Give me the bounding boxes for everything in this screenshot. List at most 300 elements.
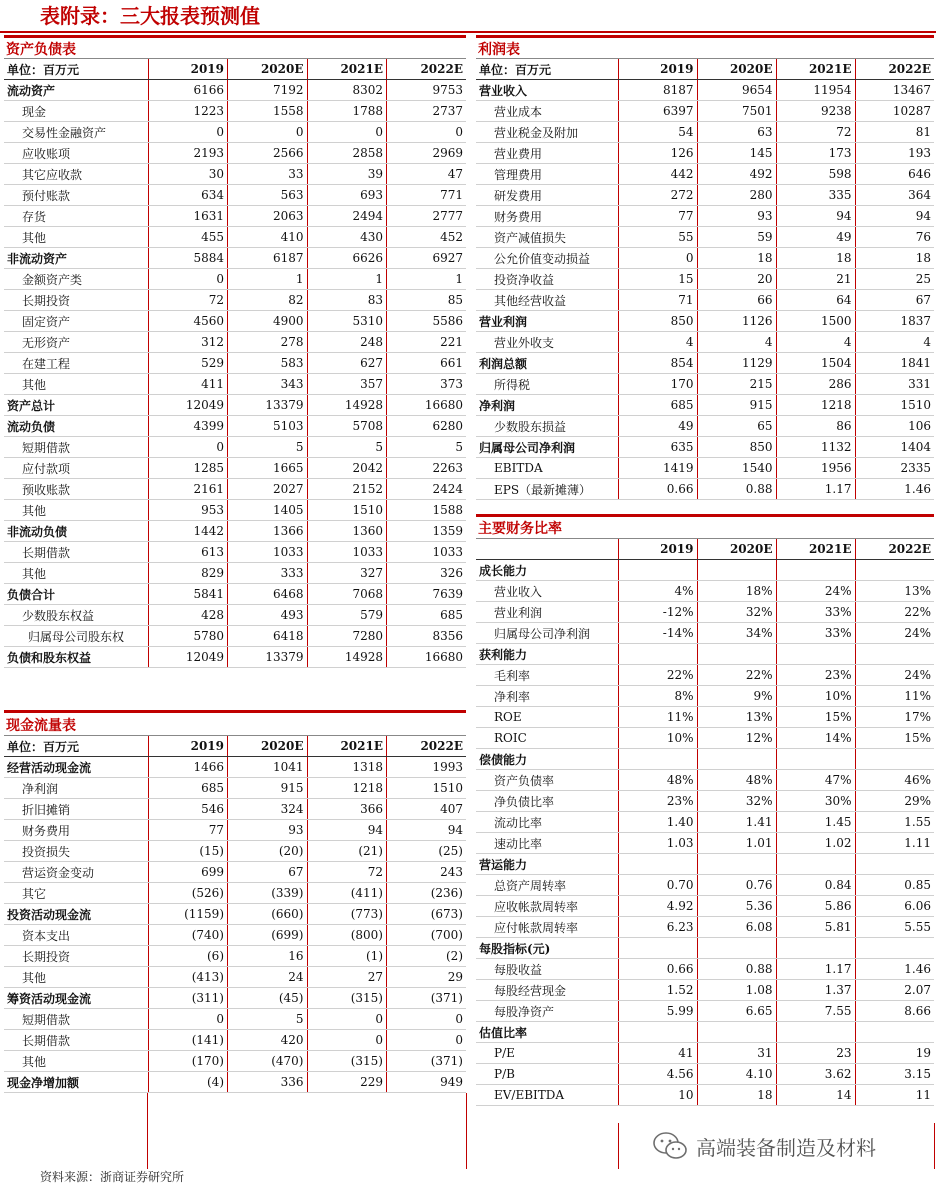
value-cell: 364 (855, 185, 934, 206)
value-cell (776, 644, 855, 665)
value-cell: (700) (387, 925, 467, 946)
value-cell: 1.55 (855, 812, 934, 833)
row-label: 金额资产类 (4, 269, 148, 290)
value-cell: 1366 (228, 521, 308, 542)
table-row (4, 437, 466, 458)
value-cell: 14 (776, 1085, 855, 1106)
value-cell: 1.37 (776, 980, 855, 1001)
row-label: 研发费用 (476, 185, 618, 206)
value-cell: 1.17 (776, 479, 855, 500)
row-label: 其他 (4, 563, 148, 584)
row-label: 折旧摊销 (4, 799, 148, 820)
row-label: 毛利率 (476, 665, 618, 686)
value-cell: 953 (148, 500, 228, 521)
value-cell (618, 854, 697, 875)
value-cell: 455 (148, 227, 228, 248)
table-row (4, 1030, 466, 1051)
value-cell: 16680 (387, 395, 467, 416)
value-cell: (699) (228, 925, 308, 946)
row-label: 无形资产 (4, 332, 148, 353)
row-label: 所得税 (476, 374, 618, 395)
value-cell: (315) (307, 988, 387, 1009)
row-label: 应收账项 (4, 143, 148, 164)
value-cell (618, 749, 697, 770)
value-cell (855, 854, 934, 875)
value-cell: 33% (776, 623, 855, 644)
year-header: 2020E (697, 539, 776, 560)
value-cell: 72 (307, 862, 387, 883)
value-cell: 94 (307, 820, 387, 841)
value-cell: 312 (148, 332, 228, 353)
value-cell: 77 (618, 206, 697, 227)
value-cell: (6) (148, 946, 228, 967)
table-row (476, 248, 934, 269)
table-row (476, 290, 934, 311)
value-cell (618, 938, 697, 959)
row-label: 长期借款 (4, 542, 148, 563)
row-label: 流动负债 (4, 416, 148, 437)
row-label: P/E (476, 1043, 618, 1064)
table-row (4, 416, 466, 437)
value-cell: 1841 (855, 353, 934, 374)
value-cell: 13379 (228, 395, 308, 416)
value-cell: 646 (855, 164, 934, 185)
value-cell: 5 (387, 437, 467, 458)
value-cell: (1) (307, 946, 387, 967)
value-cell: 2027 (228, 479, 308, 500)
unit-label: 单位：百万元 (476, 59, 618, 80)
value-cell: 229 (307, 1072, 387, 1093)
value-cell: 16680 (387, 647, 467, 668)
value-cell: 546 (148, 799, 228, 820)
value-cell: 1033 (307, 542, 387, 563)
value-cell: 5 (228, 437, 308, 458)
year-header: 2020E (228, 59, 308, 80)
table-row (476, 938, 934, 959)
value-cell: 428 (148, 605, 228, 626)
value-cell (618, 560, 697, 581)
unit-label: 单位：百万元 (4, 736, 148, 757)
value-cell: 248 (307, 332, 387, 353)
value-cell: 1.17 (776, 959, 855, 980)
row-label: 筹资活动现金流 (4, 988, 148, 1009)
value-cell: 5 (307, 437, 387, 458)
row-label: 应收帐款周转率 (476, 896, 618, 917)
value-cell: 529 (148, 353, 228, 374)
value-cell: 173 (776, 143, 855, 164)
row-label: 利润总额 (476, 353, 618, 374)
value-cell (855, 749, 934, 770)
value-cell: 145 (697, 143, 776, 164)
value-cell: 0.70 (618, 875, 697, 896)
value-cell: 72 (148, 290, 228, 311)
value-cell: 1442 (148, 521, 228, 542)
value-cell: 64 (776, 290, 855, 311)
value-cell (697, 1022, 776, 1043)
value-cell (855, 1022, 934, 1043)
row-label: 经营活动现金流 (4, 757, 148, 778)
unit-label (476, 539, 618, 560)
value-cell: 29% (855, 791, 934, 812)
balance-sheet-title: 资产负债表 (6, 42, 76, 58)
year-header: 2021E (307, 736, 387, 757)
value-cell: 0.66 (618, 959, 697, 980)
value-cell: 1510 (855, 395, 934, 416)
value-cell: 76 (855, 227, 934, 248)
value-cell: 1318 (307, 757, 387, 778)
value-cell: 5103 (228, 416, 308, 437)
value-cell: 5841 (148, 584, 228, 605)
value-cell: 6187 (228, 248, 308, 269)
page-title: 表附录：三大报表预测值 (40, 4, 260, 28)
value-cell: 6280 (387, 416, 467, 437)
value-cell: 10287 (855, 101, 934, 122)
value-cell: 39 (307, 164, 387, 185)
value-cell: 5780 (148, 626, 228, 647)
table-row (476, 101, 934, 122)
watermark (652, 1128, 876, 1164)
table-row (476, 560, 934, 581)
value-cell: 7068 (307, 584, 387, 605)
row-label: 投资净收益 (476, 269, 618, 290)
table-row (476, 227, 934, 248)
value-cell: 430 (307, 227, 387, 248)
value-cell: 1788 (307, 101, 387, 122)
balance-sheet-table (4, 58, 466, 668)
row-label: 营业税金及附加 (476, 122, 618, 143)
table-row (476, 122, 934, 143)
row-label: 负债合计 (4, 584, 148, 605)
row-label: 现金净增加额 (4, 1072, 148, 1093)
value-cell (855, 644, 934, 665)
value-cell: 2969 (387, 143, 467, 164)
value-cell: 1665 (228, 458, 308, 479)
value-cell: 13379 (228, 647, 308, 668)
value-cell: 2.07 (855, 980, 934, 1001)
value-cell: 1.41 (697, 812, 776, 833)
year-header: 2022E (387, 59, 467, 80)
row-label: 管理费用 (476, 164, 618, 185)
value-cell (776, 749, 855, 770)
value-cell: 2777 (387, 206, 467, 227)
table-row (4, 988, 466, 1009)
value-cell: 24 (228, 967, 308, 988)
table-row (476, 959, 934, 980)
value-cell: (170) (148, 1051, 228, 1072)
value-cell (697, 749, 776, 770)
row-label: 财务费用 (476, 206, 618, 227)
table-row (476, 770, 934, 791)
value-cell: 357 (307, 374, 387, 395)
value-cell: 93 (228, 820, 308, 841)
value-cell: 4% (618, 581, 697, 602)
value-cell (776, 1022, 855, 1043)
row-label: 每股指标(元) (476, 938, 618, 959)
value-cell: 579 (307, 605, 387, 626)
row-label: 长期投资 (4, 290, 148, 311)
value-cell: 1466 (148, 757, 228, 778)
value-cell: 8% (618, 686, 697, 707)
income-statement-top-bar (476, 35, 934, 38)
year-header: 2019 (148, 736, 228, 757)
table-row (4, 185, 466, 206)
value-cell: 336 (228, 1072, 308, 1093)
table-row (4, 778, 466, 799)
row-label: 其他 (4, 500, 148, 521)
value-cell: 343 (228, 374, 308, 395)
table-header-row (476, 59, 934, 80)
value-cell: 4399 (148, 416, 228, 437)
value-cell: 324 (228, 799, 308, 820)
value-cell: 30 (148, 164, 228, 185)
table-row (476, 80, 934, 101)
value-cell: 10 (618, 1085, 697, 1106)
table-row (476, 332, 934, 353)
value-cell: 22% (855, 602, 934, 623)
row-label: 资本支出 (4, 925, 148, 946)
value-cell: 6927 (387, 248, 467, 269)
table-row (476, 854, 934, 875)
table-row (476, 269, 934, 290)
value-cell: 411 (148, 374, 228, 395)
value-cell: 2152 (307, 479, 387, 500)
table-row (476, 980, 934, 1001)
table-row (476, 896, 934, 917)
value-cell: 33% (776, 602, 855, 623)
table-row (476, 686, 934, 707)
value-cell: 661 (387, 353, 467, 374)
value-cell: 25 (855, 269, 934, 290)
value-cell: 1 (387, 269, 467, 290)
value-cell: 27 (307, 967, 387, 988)
value-cell: 2161 (148, 479, 228, 500)
value-cell: 5586 (387, 311, 467, 332)
value-cell: 0.85 (855, 875, 934, 896)
value-cell: 0 (228, 122, 308, 143)
value-cell: 278 (228, 332, 308, 353)
value-cell: 0 (307, 1009, 387, 1030)
value-cell: 492 (697, 164, 776, 185)
value-cell: 1837 (855, 311, 934, 332)
value-cell: 7192 (228, 80, 308, 101)
year-header: 2021E (776, 539, 855, 560)
table-row (476, 623, 934, 644)
value-cell: 452 (387, 227, 467, 248)
value-cell: (526) (148, 883, 228, 904)
table-row (476, 665, 934, 686)
value-cell: 1.46 (855, 479, 934, 500)
value-cell: (45) (228, 988, 308, 1009)
table-row (4, 164, 466, 185)
year-header: 2022E (855, 59, 934, 80)
value-cell: 0.84 (776, 875, 855, 896)
value-cell: 1.45 (776, 812, 855, 833)
row-label: EV/EBITDA (476, 1085, 618, 1106)
row-label: 非流动负债 (4, 521, 148, 542)
value-cell: 47 (387, 164, 467, 185)
value-cell: 126 (618, 143, 697, 164)
value-cell: 1510 (387, 778, 467, 799)
value-cell: 10% (776, 686, 855, 707)
value-cell: (673) (387, 904, 467, 925)
table-row (476, 1064, 934, 1085)
value-cell: 18% (697, 581, 776, 602)
row-label: 营业成本 (476, 101, 618, 122)
value-cell: 583 (228, 353, 308, 374)
row-label: 归属母公司净利润 (476, 437, 618, 458)
row-label: 净利率 (476, 686, 618, 707)
value-cell: 14928 (307, 395, 387, 416)
value-cell: 8356 (387, 626, 467, 647)
table-row (476, 458, 934, 479)
value-cell: 1.01 (697, 833, 776, 854)
table-row (4, 862, 466, 883)
value-cell: 4560 (148, 311, 228, 332)
row-label: 现金 (4, 101, 148, 122)
value-cell: 563 (228, 185, 308, 206)
table-row (4, 290, 466, 311)
value-cell: 12049 (148, 395, 228, 416)
value-cell: 29 (387, 967, 467, 988)
value-cell: 21 (776, 269, 855, 290)
value-cell: 22% (697, 665, 776, 686)
value-cell: 1631 (148, 206, 228, 227)
year-header: 2022E (387, 736, 467, 757)
ratios-table (476, 538, 934, 1106)
row-label: ROE (476, 707, 618, 728)
value-cell: 15% (855, 728, 934, 749)
value-cell (697, 938, 776, 959)
value-cell: 18 (697, 1085, 776, 1106)
table-row (4, 353, 466, 374)
value-cell: 1285 (148, 458, 228, 479)
value-cell: 410 (228, 227, 308, 248)
value-cell: 30% (776, 791, 855, 812)
value-cell (697, 644, 776, 665)
value-cell: 635 (618, 437, 697, 458)
value-cell: (413) (148, 967, 228, 988)
value-cell: 1 (307, 269, 387, 290)
row-label: 营业费用 (476, 143, 618, 164)
table-row (4, 841, 466, 862)
ratios-top-bar (476, 514, 934, 517)
table-row (4, 946, 466, 967)
value-cell: 6.23 (618, 917, 697, 938)
value-cell: 5.81 (776, 917, 855, 938)
value-cell: 5310 (307, 311, 387, 332)
value-cell: 24% (855, 623, 934, 644)
value-cell: 19 (855, 1043, 934, 1064)
table-row (4, 626, 466, 647)
value-cell: 55 (618, 227, 697, 248)
value-cell: 0 (307, 1030, 387, 1051)
row-label: 营运资金变动 (4, 862, 148, 883)
table-row (4, 820, 466, 841)
value-cell: (1159) (148, 904, 228, 925)
ratios-title: 主要财务比率 (478, 521, 562, 537)
value-cell: 5.86 (776, 896, 855, 917)
row-label: 每股经营现金 (476, 980, 618, 1001)
value-cell (776, 560, 855, 581)
value-cell: 4 (618, 332, 697, 353)
value-cell: 15 (618, 269, 697, 290)
row-label: 负债和股东权益 (4, 647, 148, 668)
value-cell (855, 938, 934, 959)
row-label: 其他经营收益 (476, 290, 618, 311)
value-cell: 4.56 (618, 1064, 697, 1085)
value-cell: 9753 (387, 80, 467, 101)
value-cell: 6397 (618, 101, 697, 122)
table-row (476, 143, 934, 164)
table-row (4, 883, 466, 904)
value-cell: 1588 (387, 500, 467, 521)
value-cell: 13% (855, 581, 934, 602)
value-cell: 2737 (387, 101, 467, 122)
value-cell: 1993 (387, 757, 467, 778)
value-cell: 407 (387, 799, 467, 820)
row-label: 财务费用 (4, 820, 148, 841)
value-cell: 77 (148, 820, 228, 841)
value-cell: 8302 (307, 80, 387, 101)
row-label: EPS（最新摊薄） (476, 479, 618, 500)
value-cell: 16 (228, 946, 308, 967)
value-cell: 9% (697, 686, 776, 707)
value-cell: 48% (618, 770, 697, 791)
table-row (476, 644, 934, 665)
row-label: 公允价值变动损益 (476, 248, 618, 269)
value-cell: (15) (148, 841, 228, 862)
row-label: 营业利润 (476, 602, 618, 623)
cash-flow-panel (4, 710, 466, 1170)
table-row (476, 353, 934, 374)
value-cell: 280 (697, 185, 776, 206)
value-cell: 18 (776, 248, 855, 269)
row-label: 非流动资产 (4, 248, 148, 269)
table-row (4, 904, 466, 925)
row-label: 少数股东权益 (4, 605, 148, 626)
cash-flow-title: 现金流量表 (6, 718, 76, 734)
row-label: 预收账款 (4, 479, 148, 500)
value-cell: 0 (148, 1009, 228, 1030)
table-row (476, 749, 934, 770)
value-cell: 46% (855, 770, 934, 791)
table-row (476, 833, 934, 854)
table-row (476, 812, 934, 833)
row-label: 短期借款 (4, 437, 148, 458)
value-cell: 1500 (776, 311, 855, 332)
value-cell: 23% (618, 791, 697, 812)
value-cell: 94 (855, 206, 934, 227)
balance-sheet-panel (4, 35, 466, 690)
row-label: 长期投资 (4, 946, 148, 967)
value-cell: 272 (618, 185, 697, 206)
table-row (4, 1051, 466, 1072)
row-label: 流动比率 (476, 812, 618, 833)
row-label: 资产减值损失 (476, 227, 618, 248)
wechat-icon (652, 1131, 688, 1161)
value-cell: (4) (148, 1072, 228, 1093)
value-cell: 14928 (307, 647, 387, 668)
value-cell: 6418 (228, 626, 308, 647)
value-cell: 1041 (228, 757, 308, 778)
table-row (4, 248, 466, 269)
value-cell: 850 (697, 437, 776, 458)
value-cell: 1540 (697, 458, 776, 479)
table-row (4, 521, 466, 542)
table-row (4, 967, 466, 988)
table-row (4, 80, 466, 101)
row-label: 短期借款 (4, 1009, 148, 1030)
